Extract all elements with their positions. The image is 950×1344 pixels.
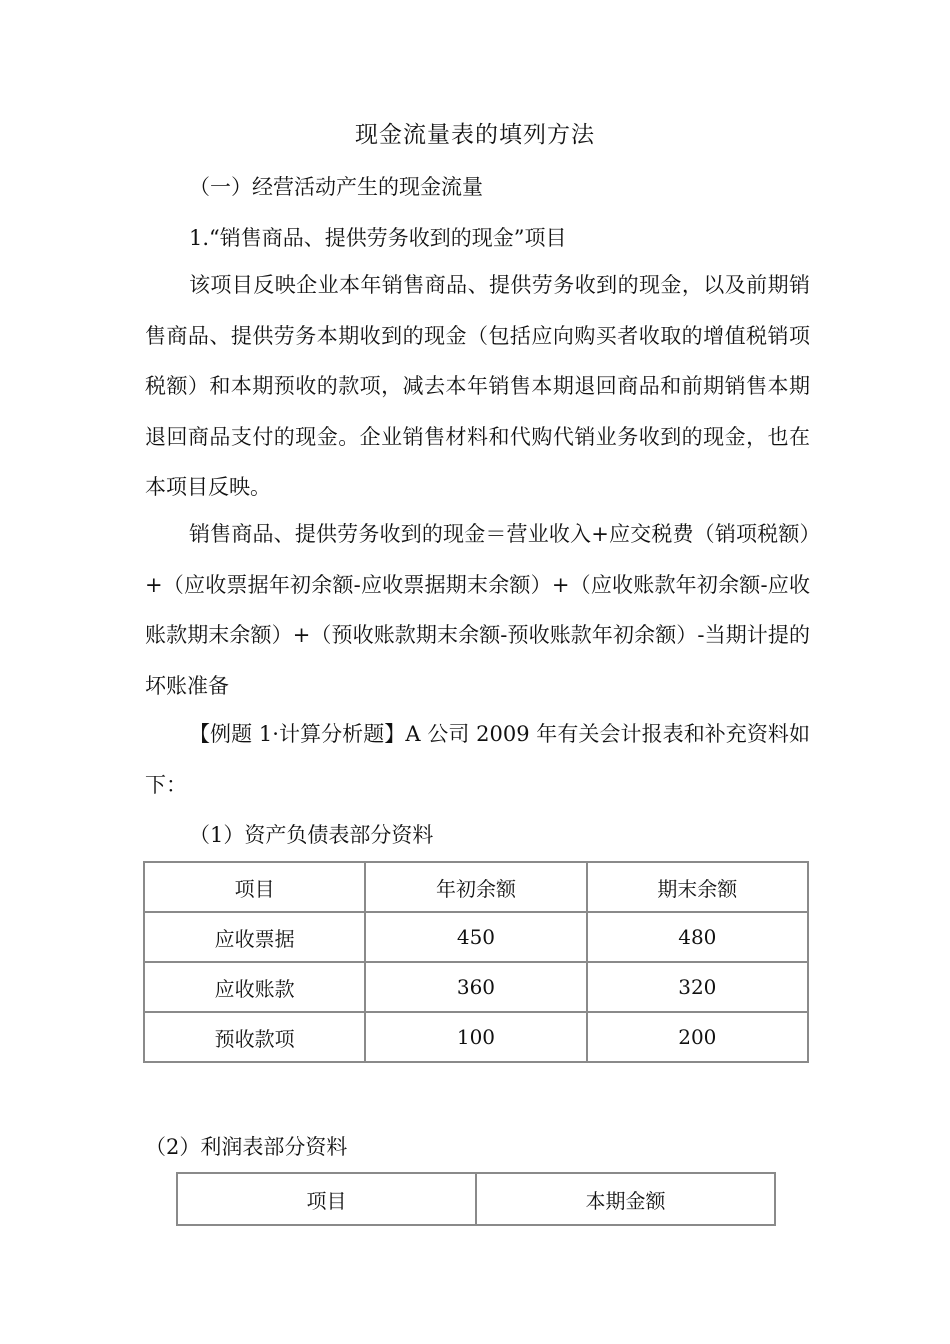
subheading-balance-sheet: （1）资产负债表部分资料 [189,823,434,847]
item-heading: 1.“销售商品、提供劳务收到的现金”项目 [189,226,567,250]
example-paragraph: 【例题 1·计算分析题】A 公司 2009 年有关会计报表和补充资料如下： [145,722,810,797]
description-paragraph: 该项目反映企业本年销售商品、提供劳务收到的现金，以及前期销售商品、提供劳务本期收到的现金（包括应向购买者收取的增值税销项税额）和本期预收的款项，减去本年销售本期退回商品和前期销售本期退回商品支付的现金。企业销售材料和代购代销业务收到的现金，也在本项目反映。 [145,273,810,499]
table-header-cell: 年初余额 [365,862,586,912]
table-header-row [177,1173,775,1225]
balance-sheet-table [143,861,809,1063]
table-row [144,1012,808,1062]
table-cell: 450 [365,912,586,962]
table-cell: 320 [587,962,808,1012]
table-header-cell: 本期金额 [476,1173,775,1225]
table-header-cell: 项目 [177,1173,476,1225]
table-cell: 应收票据 [144,912,365,962]
table-row [144,912,808,962]
formula-paragraph: 销售商品、提供劳务收到的现金＝营业收入+应交税费（销项税额）+（应收票据年初余额-应收票据期末余额）+（应收账款年初余额-应收账款期末余额）+（预收账款期末余额-预收账款年初余额）-当期计提的坏账准备 [145,522,810,698]
subheading-income-statement: （2）利润表部分资料 [145,1135,348,1159]
section-heading: （一）经营活动产生的现金流量 [189,175,483,199]
table-header-cell: 项目 [144,862,365,912]
page-title: 现金流量表的填列方法 [355,122,595,148]
income-statement-table [176,1172,776,1226]
table-cell: 360 [365,962,586,1012]
table-header-row [144,862,808,912]
table-row [144,962,808,1012]
table-cell: 480 [587,912,808,962]
table-cell: 应收账款 [144,962,365,1012]
table-cell: 100 [365,1012,586,1062]
table-cell: 预收款项 [144,1012,365,1062]
table-header-cell: 期末余额 [587,862,808,912]
table-cell: 200 [587,1012,808,1062]
